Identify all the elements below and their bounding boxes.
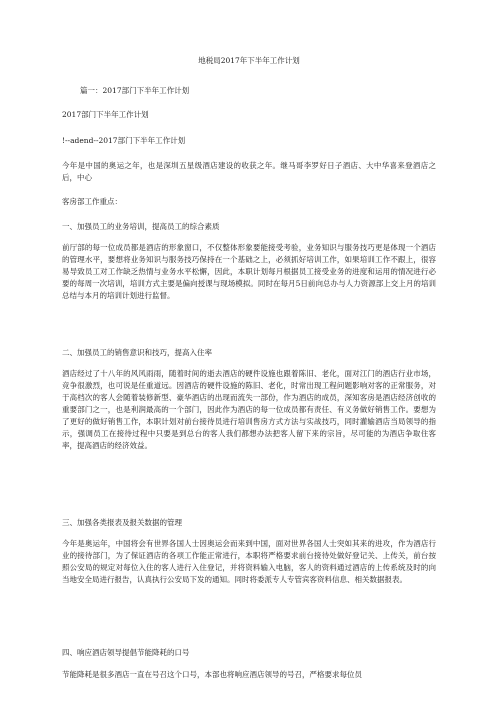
plan-heading: 2017部门下半年工作计划 <box>62 110 149 119</box>
section-heading-3: 三、加强各类报表及报关数据的管理 <box>62 518 182 527</box>
section-heading-1: 一、加强员工的业务培训，提高员工的综合素质 <box>62 222 220 231</box>
section-body-1: 前厅部的每一位成员都是酒店的形象窗口，不仅整体形象要能接受考验，业务知识与服务技巧更是体现一个酒店的管理水平，要想将业务知识与服务技巧保持在一个基础之上，必须抓好培训工作，如果培训工作不跟上，很容易导致员工对工作缺乏热情与业务水平松懈，因此，本职计划每月根据员工接受业务的进度和运用的情况进行必要的每周一次培训，培训方式主要是偏向授课与现场模拟。同时在每月5日前向总办与人力资源部上交上月的培训总结与本月的培训计划进行监督。 <box>62 243 436 300</box>
intro-paragraph: 今年是中国的奥运之年，也是深圳五星级酒店建设的收获之年。继马哥李罗好日子酒店、大中华喜来登酒店之后，中心 <box>62 161 436 182</box>
document-title: 地税局2017年下半年工作计划 <box>198 56 300 65</box>
section-heading-4: 四、响应酒店领导提倡节能降耗的口号 <box>62 648 190 657</box>
document-subtitle: 篇一：2017部门下半年工作计划 <box>80 86 190 95</box>
section-body-3: 今年是奥运年，中国将会有世界各国人士因奥运会而来到中国，面对世界各国人士突如其来的进攻，作为酒店行业的接待部门，为了保证酒店的各项工作能正常进行，本职将严格要求前台接待处做好登记关、上传关，前台按照公安局的规定对每位入住的客人进行入住登记，并将资料输入电脑，客人的资料通过酒店的上传系统及时的向当地安全局进行报告，认真执行公安局下发的通知。同时将委派专人专管宾客资料信息、相关数据报表。 <box>62 539 436 584</box>
section-label: 客房部工作重点： <box>62 197 122 206</box>
section-heading-2: 二、加强员工的销售意识和技巧，提高入住率 <box>62 348 212 357</box>
section-body-4: 节能降耗是很多酒店一直在号召这个口号，本部也将响应酒店领导的号召，严格要求每位员 <box>62 670 362 679</box>
adend-marker: !--adend--2017部门下半年工作计划 <box>62 136 186 145</box>
section-body-2: 酒店经过了十八年的风风雨雨，随着时间的逝去酒店的硬件设施也跟着陈旧、老化，面对江门的酒店行业市场，竞争很激烈，也可说是任重道远。因酒店的硬件设施的陈旧、老化，时常出现工程问题影响对客的正常服务，对于高档次的客人会随着装修新型、豪华酒店的出现而流失一部份，作为酒店的成员，深知客房是酒店经济创收的重要部门之一，也是利润最高的一个部门，因此作为酒店的每一位成员都有责任、有义务做好销售工作。要想为了更好的做好销售工作，本职计划对前台接待员进行培训售房方式方法与实战技巧，同时灌输酒店当局领导的指示，强调员工在接待过程中只要是到总台的客人我们都想办法把客人留下来的宗旨，尽可能的为酒店争取住客率，提高酒店的经济效益。 <box>62 369 436 450</box>
